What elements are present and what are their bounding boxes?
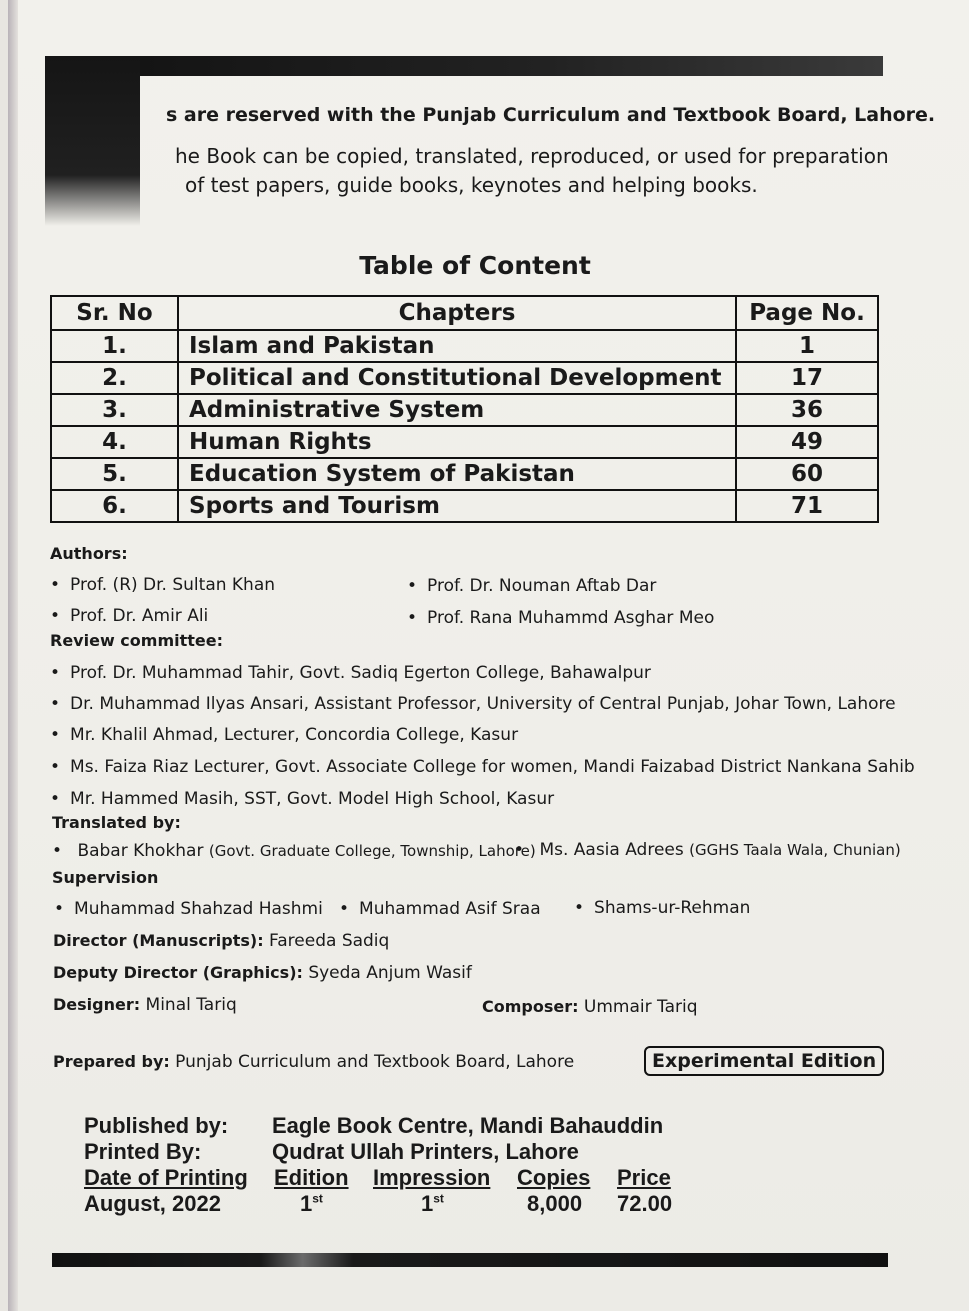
- row-page: 49: [736, 426, 878, 458]
- price-label: Price: [617, 1165, 671, 1190]
- review-item: • Ms. Faiza Riaz Lecturer, Govt. Associate College for women, Mandi Faizabad District Nankana Sahib: [50, 757, 915, 777]
- translated-label: Translated by:: [52, 813, 181, 832]
- deputy-director-name: Syeda Anjum Wasif: [308, 963, 472, 983]
- edition-label: Edition: [274, 1165, 349, 1190]
- date-label: Date of Printing: [84, 1165, 248, 1190]
- translator-1: [52, 841, 536, 861]
- rights-line-3: of test papers, guide books, keynotes and helping books.: [185, 173, 758, 197]
- bottom-black-bar: [52, 1253, 888, 1267]
- director-label: Director (Manuscripts):: [53, 931, 264, 950]
- row-sr: 4.: [51, 426, 178, 458]
- impression-value: [421, 1191, 444, 1217]
- deputy-director-row: [53, 963, 472, 983]
- row-sr: 1.: [51, 330, 178, 362]
- published-label: Published by:: [84, 1113, 229, 1138]
- row-chapter: Sports and Tourism: [178, 490, 736, 522]
- supervisor-item: • Shams-ur-Rehman: [574, 898, 750, 918]
- director-name: Fareeda Sadiq: [269, 931, 390, 951]
- impression-suffix: st: [433, 1191, 444, 1206]
- edition-value: [300, 1191, 323, 1217]
- designer-row: [53, 995, 237, 1015]
- toc-header-row: [51, 296, 878, 330]
- impression-number: 1: [421, 1191, 434, 1216]
- table-row: [51, 394, 878, 426]
- row-page: 36: [736, 394, 878, 426]
- row-page: 60: [736, 458, 878, 490]
- table-row: [51, 330, 878, 362]
- composer-label: Composer:: [482, 997, 579, 1016]
- table-row: [51, 426, 878, 458]
- copies-label: Copies: [517, 1165, 591, 1190]
- printer: Qudrat Ullah Printers, Lahore: [272, 1139, 579, 1164]
- designer-label: Designer:: [53, 995, 141, 1014]
- impression-label: Impression: [373, 1165, 491, 1190]
- table-row: [51, 362, 878, 394]
- experimental-edition-badge: Experimental Edition: [644, 1046, 884, 1076]
- header-page-no: Page No.: [736, 296, 878, 330]
- composer-row: [482, 997, 698, 1017]
- authors-label: Authors:: [50, 544, 128, 563]
- row-sr: 6.: [51, 490, 178, 522]
- supervision-label: Supervision: [52, 868, 159, 887]
- prepared-row: [53, 1052, 574, 1072]
- deputy-director-label: Deputy Director (Graphics):: [53, 963, 303, 982]
- translator-2-name: Ms. Aasia Adrees: [539, 840, 684, 860]
- publisher: Eagle Book Centre, Mandi Bahauddin: [272, 1113, 664, 1138]
- supervisor-item: • Muhammad Shahzad Hashmi: [54, 899, 323, 919]
- corner-black-block: [45, 56, 140, 226]
- row-chapter: Political and Constitutional Development: [178, 362, 736, 394]
- review-label: Review committee:: [50, 631, 223, 650]
- review-item: • Prof. Dr. Muhammad Tahir, Govt. Sadiq Egerton College, Bahawalpur: [50, 663, 651, 683]
- row-page: 17: [736, 362, 878, 394]
- rights-line-2: he Book can be copied, translated, reproduced, or used for preparation: [175, 144, 889, 168]
- top-black-bar: [45, 56, 883, 76]
- prepared-by: Punjab Curriculum and Textbook Board, Lahore: [175, 1052, 575, 1072]
- toc-table: [50, 295, 879, 523]
- price-value: 72.00: [617, 1191, 673, 1216]
- header-chapters: Chapters: [178, 296, 736, 330]
- rights-subtext: [175, 142, 895, 200]
- review-item: • Dr. Muhammad Ilyas Ansari, Assistant Professor, University of Central Punjab, Johar Town, Lahore: [50, 694, 896, 714]
- row-chapter: Administrative System: [178, 394, 736, 426]
- page-edge-shadow: [8, 0, 18, 1311]
- print-date: August, 2022: [84, 1191, 221, 1216]
- rights-notice: s are reserved with the Punjab Curriculum and Textbook Board, Lahore.: [166, 104, 936, 126]
- supervisor-item: • Muhammad Asif Sraa: [339, 899, 541, 919]
- translator-1-affiliation: (Govt. Graduate College, Township, Lahore): [208, 842, 536, 860]
- row-page: 71: [736, 490, 878, 522]
- author-item: • Prof. (R) Dr. Sultan Khan: [50, 575, 275, 595]
- header-sr-no: Sr. No: [51, 296, 178, 330]
- author-item: • Prof. Rana Muhammd Asghar Meo: [407, 608, 714, 628]
- edition-suffix: st: [312, 1191, 323, 1206]
- review-item: • Mr. Hammed Masih, SST, Govt. Model High School, Kasur: [50, 789, 554, 809]
- author-item: • Prof. Dr. Nouman Aftab Dar: [407, 576, 656, 596]
- translator-2: [514, 840, 901, 860]
- copies-value: 8,000: [527, 1191, 583, 1216]
- row-sr: 2.: [51, 362, 178, 394]
- row-chapter: Islam and Pakistan: [178, 330, 736, 362]
- row-sr: 5.: [51, 458, 178, 490]
- translator-2-affiliation: (GGHS Taala Wala, Chunian): [689, 841, 901, 859]
- printed-label: Printed By:: [84, 1139, 202, 1164]
- row-sr: 3.: [51, 394, 178, 426]
- table-row: [51, 458, 878, 490]
- row-page: 1: [736, 330, 878, 362]
- prepared-label: Prepared by:: [53, 1052, 170, 1071]
- designer-name: Minal Tariq: [145, 995, 237, 1015]
- row-chapter: Human Rights: [178, 426, 736, 458]
- director-row: [53, 931, 389, 951]
- composer-name: Ummair Tariq: [583, 997, 698, 1017]
- row-chapter: Education System of Pakistan: [178, 458, 736, 490]
- table-row: [51, 490, 878, 522]
- author-item: • Prof. Dr. Amir Ali: [50, 606, 208, 626]
- review-item: • Mr. Khalil Ahmad, Lecturer, Concordia College, Kasur: [50, 725, 518, 745]
- toc-title: Table of Content: [359, 251, 591, 280]
- edition-number: 1: [300, 1191, 313, 1216]
- translator-1-name: Babar Khokhar: [77, 841, 204, 861]
